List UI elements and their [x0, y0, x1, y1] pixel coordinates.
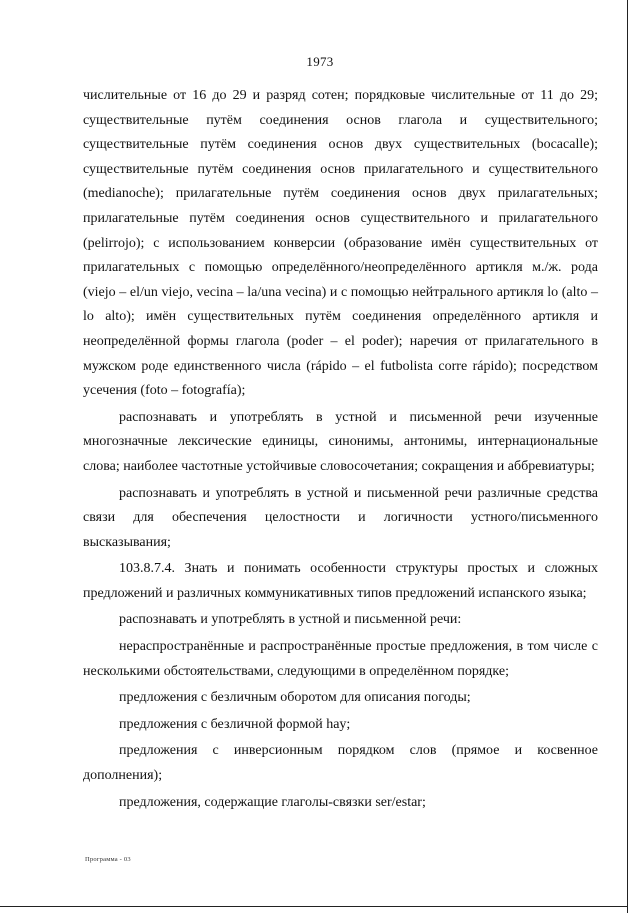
paragraph-impersonal-weather: предложения с безличным оборотом для описания погоды;	[119, 690, 471, 706]
page-edge-right	[627, 0, 628, 913]
footer-program-label: Программа - 03	[85, 856, 131, 863]
paragraph-simple-sentences: нераспространённые и распространённые простые предложения, в том числе с несколькими обстоятельствами, следующими в определённом порядке;	[83, 639, 598, 679]
page-number: 1973	[306, 54, 334, 69]
paragraph-recognize-use: распознавать и употреблять в устной и письменной речи:	[119, 612, 462, 628]
paragraph-copula-verbs: предложения, содержащие глаголы-связки ser/estar;	[119, 794, 426, 810]
body-text	[83, 84, 598, 817]
paragraph-word-formation: числительные от 16 до 29 и разряд сотен; порядковые числительные от 11 до 29; существительные путём соединения основ глагола и существительного; существительные путём соединения основ двух существительных (bocacalle); существительные путём соединения основ прилагательного и существительного (medianoche); прилагательные путём соединения основ двух прилагательных; прилагательные путём соединения основ существительного и прилагательного (pelirrojo); с использованием конверсии (образование имён существительных от прилагательных с помощью определённого/неопределённого артикля м./ж. рода (viejo – el/un viejo, vecina – la/una vecina) и с помощью нейтрального артикля lo (alto – lo alto); имён существительных путём соединения определённого артикля и неопределённой формы глагола (poder – el poder); наречия от прилагательного в мужском роде единственного числа (rápido – el futbolista corre rápido); посредством усечения (foto – fotografía);	[83, 88, 598, 399]
paragraph-cohesion-means: распознавать и употреблять в устной и письменной речи различные средства связи для обеспечения целостности и логичности устного/письменного высказывания;	[83, 485, 598, 550]
page-edge-bottom	[0, 906, 628, 907]
paragraph-lexical-units: распознавать и употреблять в устной и письменной речи изученные многозначные лексические единицы, синонимы, антонимы, интернациональные слова; наиболее частотные устойчивые словосочетания; сокращения и аббревиатуры;	[83, 409, 598, 474]
paragraph-impersonal-hay: предложения с безличной формой hay;	[119, 716, 351, 732]
paragraph-section-103-8-7-4: 103.8.7.4. Знать и понимать особенности структуры простых и сложных предложений и различных коммуникативных типов предложений испанского языка;	[83, 561, 598, 601]
paragraph-inversion-order: предложения с инверсионным порядком слов (прямое и косвенное дополнения);	[83, 743, 598, 784]
